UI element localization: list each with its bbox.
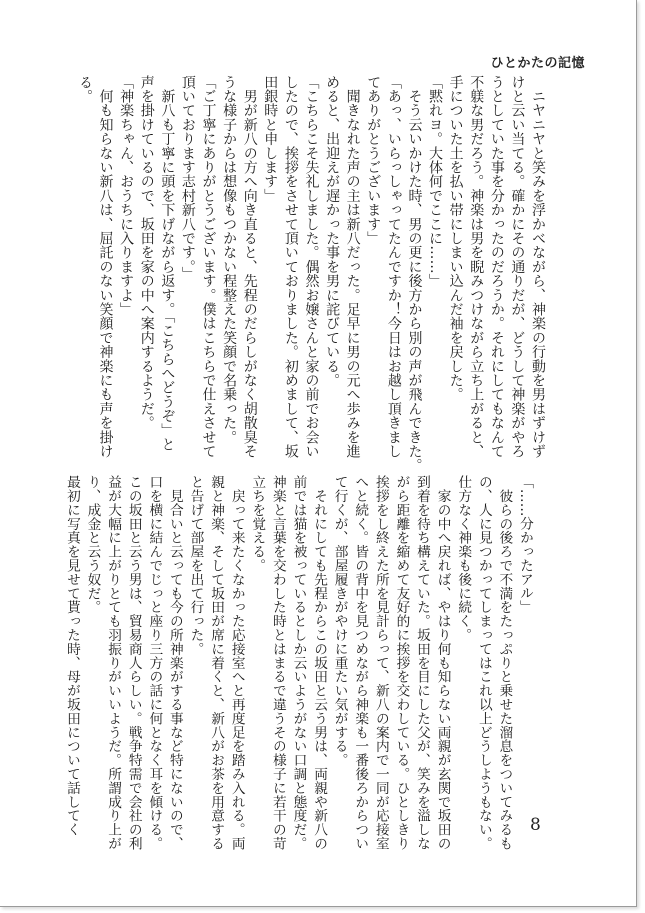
text-column: て行くが、部屋履きがやけに重たい気がする。 [331,475,348,767]
text-column: 前では猫を被っているとしか云いようがない口調と態度だ。 [290,475,307,851]
text-column: る。 [76,75,93,104]
text-column: 挨拶をし終えた所を見計らって、新八の案内で一同が応接室 [372,475,389,851]
text-column: 口を横に結んでじっと座り三方の話に何となく耳を傾ける。 [146,475,163,851]
text-column: 戻って来たくなかった応接室へと再度足を踏み入れる。両 [228,475,245,851]
text-column: 益が大幅に上がりとても羽振りがいいようだ。所謂成り上が [105,475,122,851]
text-column: めると、出迎えが遅かった事を男に詫びている。 [324,75,341,388]
text-column: 彼らの後ろで不満をたっぷりと乗せた溜息をついてみるも [496,475,513,851]
text-column: 仕方なく神楽も後に続く。 [455,475,472,642]
text-column: けと云い当てる。確かにその通りだが、どうして神楽がやろ [509,75,526,459]
text-column: 「こちらこそ失礼しました。偶然お嬢さんと家の前でお会い [303,75,320,459]
text-column: うな様子からは想像もつかない程整えた笑顔で名乗った。 [221,75,238,445]
text-column: てありがとうございます」 [365,75,382,246]
text-column: うとしていた事を分かったのだろうか。それにしてもなんて [488,75,505,459]
text-column: へと続く。皆の背中を見つめながら神楽も一番後ろからつい [352,475,369,851]
text-column: 手についた土を払い帯にしまい込んだ袖を戻した。 [447,75,464,402]
text-column: この坂田と云う男は、貿易商人らしい。戦争特需で会社の利 [125,475,142,851]
text-column: 新八も丁寧に頭を下げながら返す。「こちらへどうぞ」と [159,75,176,452]
text-column: 到着を待ち構えていた。坂田を目にした父が、笑みを溢しな [414,475,431,851]
text-block-top [74,75,548,473]
text-column: 見合いと云っても今の所神楽がする事など特にないので、 [166,475,183,851]
text-column: 「神楽ちゃん、おうちに入りますよ」 [118,75,135,317]
text-column: 声を掛けているので、坂田を家の中へ案内するようだ。 [138,75,155,430]
text-column: の、人に見つかってしまってはこれ以上どうしようもない。 [475,475,492,851]
text-column: 不躾な男だろう。神楽は男を睨みつけながら立ち上がると、 [468,75,485,459]
text-column: 神楽と言葉を交わした時とはまるで違うその様子に若干の苛 [269,475,286,851]
text-column: 「……分かったアル」 [517,475,533,614]
text-column: ニヤニヤと笑みを浮かべながら、神楽の行動を男はずけず [530,75,546,459]
running-title: ひとかたの記憶 [490,56,585,71]
text-column: 田銀時と申します」 [262,75,279,203]
text-column: がら距離を縮めて友好的に挨拶を交わしている。ひとしきり [393,475,410,851]
text-column: そう云いかけた時、男の更に後方から別の声が飛んできた。 [406,75,423,473]
text-column: したので、挨拶をさせて頂いておりました。初めまして、坂 [282,75,299,459]
text-column: 「ご丁寧にありがとうございます。僕はこちらで仕えさせて [200,75,217,459]
text-column: り、成金と云う奴だ。 [84,475,101,614]
text-column: 「黙れヨ。大体何でここに……」 [427,75,444,288]
text-column: 聞きなれた声の主は新八だった。足早に男の元へ歩みを進 [344,75,361,459]
text-column: 家の中へ戻れば、やはり何も知らない両親が玄関で坂田の [434,475,451,851]
text-column: 立ちを覚える。 [249,475,266,573]
text-column: 親と神楽、そして坂田が席に着くと、新八がお茶を用意する [208,475,225,851]
text-block-bottom [61,475,535,855]
text-column: と告げて部屋を出て行った。 [187,475,204,656]
text-column: 頂いております志村新八です。」 [179,75,196,281]
page-number: 8 [530,815,541,835]
text-column: 何も知らない新八は、屈託のない笑顔で神楽にも声を掛け [97,75,114,459]
text-column: それにしても先程からこの坂田と云う男は、両親や新八の [311,475,328,851]
text-column: 最初に写真を見せて貰った時、母が坂田について話してく [63,475,80,837]
text-column: 男が新八の方へ向き直ると、先程のだらしがなく胡散臭そ [241,75,258,459]
text-column: 「あっ、いらっしゃってたんですか！今日はお越し頂きまし [385,75,402,459]
